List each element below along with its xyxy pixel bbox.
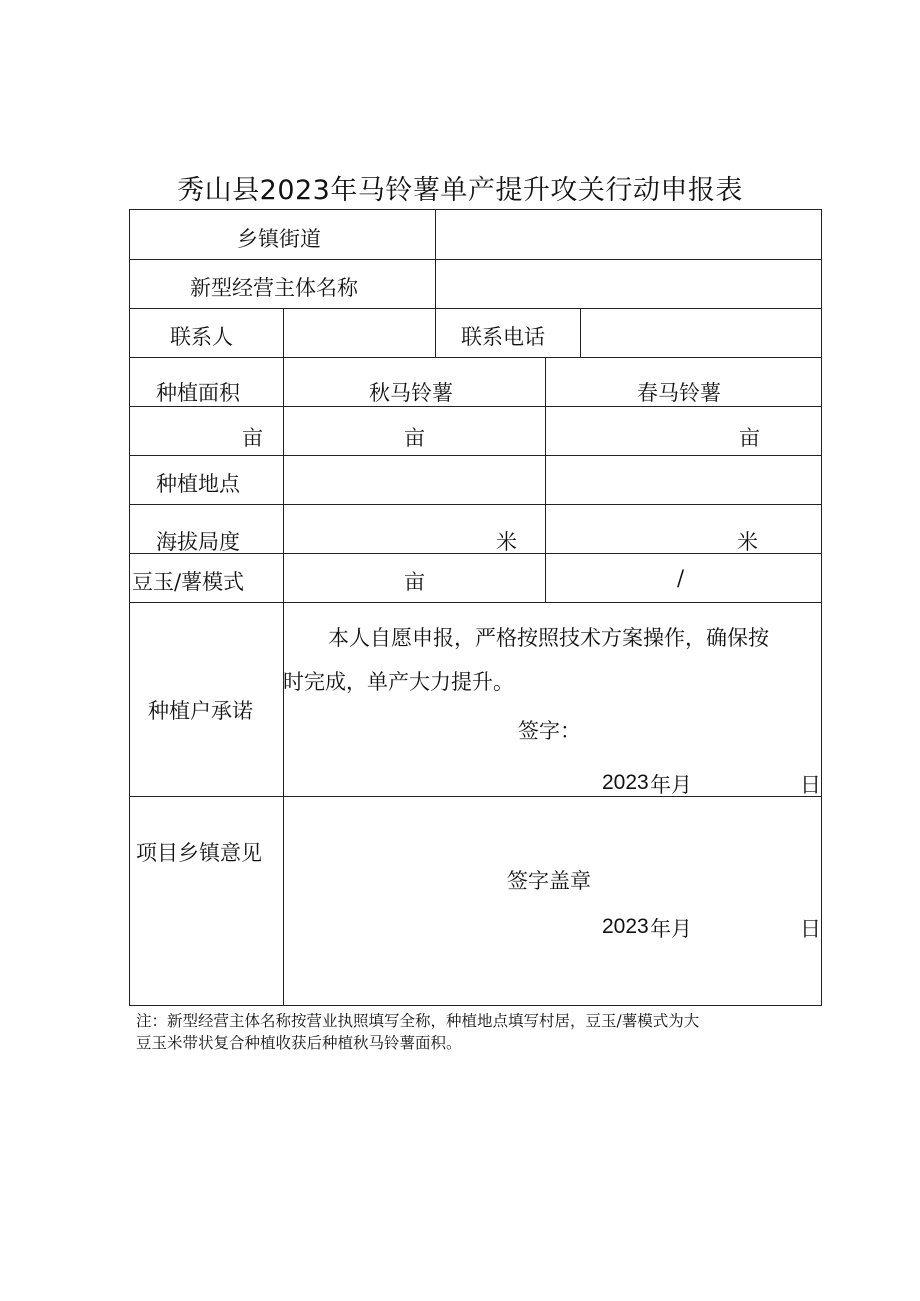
pledge-text-line2: 时完成，单产大力提升。 bbox=[283, 670, 514, 694]
phone-label: 联系电话 bbox=[461, 325, 545, 349]
pledge-day: 日 bbox=[800, 773, 821, 797]
area-unit-mu: 亩 bbox=[242, 426, 263, 450]
mode-autumn-unit-mu: 亩 bbox=[404, 570, 425, 594]
row-divider bbox=[130, 357, 821, 358]
application-form-table bbox=[129, 209, 822, 1006]
opinion-month: 年月 bbox=[650, 917, 692, 941]
row-divider bbox=[130, 455, 821, 456]
area-label: 种植面积 bbox=[156, 381, 240, 405]
mode-label: 豆玉/薯模式 bbox=[132, 570, 245, 594]
spring-potato-header: 春马铃薯 bbox=[637, 381, 721, 405]
footnote-line2: 豆玉米带状复合种植收获后种植秋马铃薯面积。 bbox=[136, 1034, 462, 1052]
spring-altitude-unit-meter: 米 bbox=[737, 530, 758, 554]
opinion-label: 项目乡镇意见 bbox=[136, 841, 262, 865]
autumn-area-unit-mu: 亩 bbox=[404, 426, 425, 450]
contact-label: 联系人 bbox=[170, 325, 233, 349]
opinion-sign-label: 签字盖章 bbox=[507, 869, 591, 893]
pledge-label: 种植户承诺 bbox=[148, 699, 253, 723]
column-divider bbox=[580, 308, 581, 357]
row-divider bbox=[130, 259, 821, 260]
location-label: 种植地点 bbox=[156, 472, 240, 496]
entity-name-label: 新型经营主体名称 bbox=[190, 276, 358, 300]
spring-area-unit-mu: 亩 bbox=[739, 426, 760, 450]
row-divider bbox=[130, 796, 821, 797]
opinion-day: 日 bbox=[800, 917, 821, 941]
column-divider bbox=[435, 308, 436, 357]
mode-spring-slash: / bbox=[677, 566, 685, 590]
column-divider bbox=[545, 357, 546, 602]
form-title: 秀山县2023年马铃薯单产提升攻关行动申报表 bbox=[177, 175, 743, 206]
altitude-label: 海拔局度 bbox=[156, 530, 240, 554]
pledge-year: 2023 bbox=[602, 771, 649, 794]
footnote-line1: 注：新型经营主体名称按营业执照填写全称，种植地点填写村居，豆玉/薯模式为大 bbox=[136, 1012, 700, 1030]
row-divider bbox=[130, 602, 821, 603]
autumn-potato-header: 秋马铃薯 bbox=[369, 381, 453, 405]
pledge-month: 年月 bbox=[650, 773, 692, 797]
column-divider bbox=[435, 210, 436, 308]
footnote bbox=[136, 1010, 822, 1054]
pledge-text-line1: 本人自愿申报，严格按照技术方案操作，确保按 bbox=[328, 626, 769, 650]
pledge-sign-label: 签字： bbox=[518, 719, 581, 743]
row-divider bbox=[130, 504, 821, 505]
column-divider bbox=[283, 308, 284, 1006]
opinion-year: 2023 bbox=[602, 915, 649, 938]
row-divider bbox=[130, 308, 821, 309]
township-label: 乡镇街道 bbox=[237, 227, 321, 251]
autumn-altitude-unit-meter: 米 bbox=[496, 530, 517, 554]
